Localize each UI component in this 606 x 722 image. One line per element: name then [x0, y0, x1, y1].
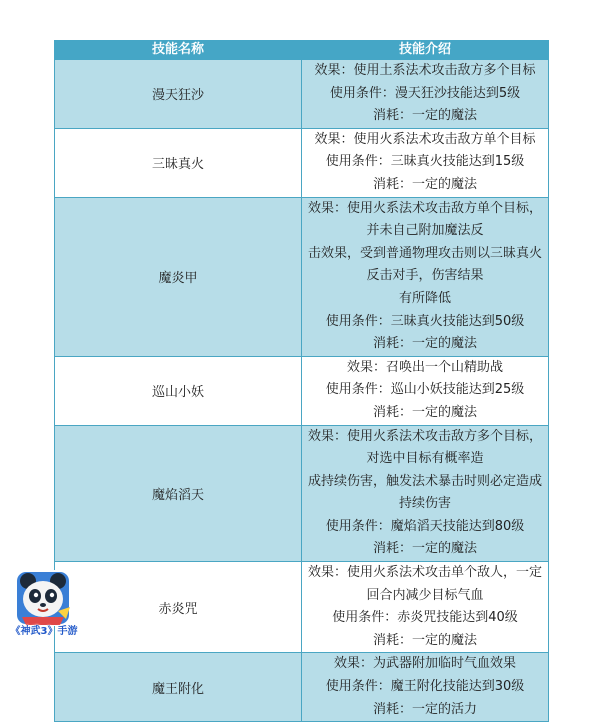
skill-desc [302, 128, 549, 197]
skill-desc [302, 653, 549, 722]
skill-name: 巡山小妖 [55, 356, 302, 425]
skill-effect: 效果：使用火系法术攻击单个敌人，一定回合内减少目标气血 [307, 565, 542, 603]
table-row [55, 356, 549, 425]
table-row [55, 425, 549, 562]
table-row [55, 562, 549, 653]
skill-effect-line: 效果：使用火系法术攻击敌方多个目标，对选中目标有概率造 [307, 428, 542, 467]
table-row [55, 128, 549, 197]
skill-desc [302, 562, 549, 653]
table-row [55, 653, 549, 722]
skill-effect-line: 击效果，受到普通物理攻击则以三昧真火反击对手，伤害结果 [307, 245, 542, 284]
skill-name: 魔炎甲 [55, 197, 302, 356]
skill-name: 魔焰滔天 [55, 425, 302, 562]
table-header-row [55, 41, 549, 60]
skill-condition: 使用条件：三昧真火技能达到50级 [325, 313, 525, 329]
skills-table [54, 40, 549, 722]
skill-cost: 消耗：一定的魔法 [372, 404, 477, 420]
skill-cost: 消耗：一定的魔法 [372, 336, 477, 352]
skill-cost: 消耗：一定的魔法 [372, 541, 477, 557]
skill-desc [302, 356, 549, 425]
skill-effect-line: 有所降低 [398, 290, 451, 306]
skill-desc [302, 60, 549, 129]
skill-effect: 效果：使用火系法术攻击敌方单个目标 [314, 131, 536, 147]
table-row [55, 60, 549, 129]
skill-name: 赤炎咒 [55, 562, 302, 653]
table-row [55, 197, 549, 356]
skill-cost: 消耗：一定的魔法 [372, 176, 477, 192]
skill-cost: 消耗：一定的魔法 [372, 632, 477, 648]
skill-condition: 使用条件：赤炎咒技能达到40级 [332, 610, 518, 626]
skill-condition: 使用条件：魔王附化技能达到30级 [325, 679, 525, 695]
skill-condition: 使用条件：巡山小妖技能达到25级 [325, 382, 525, 398]
skill-condition: 使用条件：魔焰滔天技能达到80级 [325, 518, 525, 534]
logo-caption: 《神武3》手游 [10, 626, 78, 637]
skill-condition: 使用条件：漫天狂沙技能达到5级 [329, 85, 521, 101]
skill-desc [302, 197, 549, 356]
skill-name: 魔王附化 [55, 653, 302, 722]
header-skill-desc: 技能介绍 [302, 41, 549, 60]
skill-desc [302, 425, 549, 562]
skill-cost: 消耗：一定的活力 [372, 701, 477, 717]
skill-effect: 效果：使用土系法术攻击敌方多个目标 [314, 63, 536, 78]
skill-cost: 消耗：一定的魔法 [372, 108, 477, 124]
header-skill-name: 技能名称 [55, 41, 302, 60]
skill-effect: 效果：为武器附加临时气血效果 [333, 656, 516, 672]
skill-effect-line: 效果：使用火系法术攻击敌方单个目标，并未自己附加魔法反 [307, 200, 542, 239]
skill-name: 漫天狂沙 [55, 60, 302, 129]
skill-condition: 使用条件：三昧真火技能达到15级 [325, 154, 525, 170]
skill-name: 三昧真火 [55, 128, 302, 197]
skill-effect: 效果：召唤出一个山精助战 [346, 359, 503, 375]
skill-effect-line: 成持续伤害，触发法术暴击时则必定造成持续伤害 [307, 473, 542, 512]
